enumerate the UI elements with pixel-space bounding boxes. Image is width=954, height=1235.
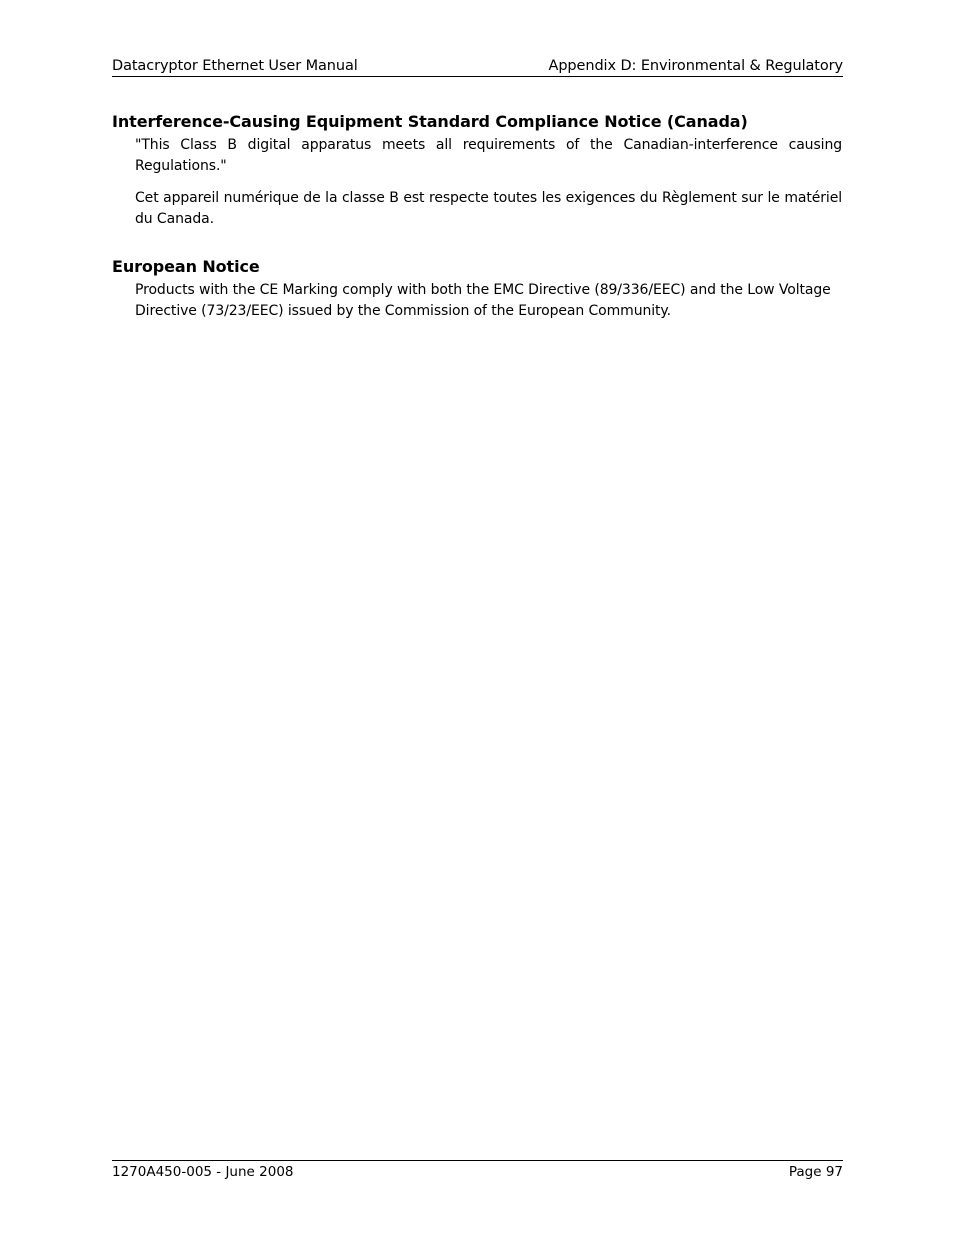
page-header bbox=[112, 56, 843, 77]
canada-notice-french: Cet appareil numérique de la classe B est respecte toutes les exigences du Règlement sur le matériel du Canada. bbox=[135, 190, 842, 227]
page-footer bbox=[112, 1160, 843, 1183]
european-notice-text: Products with the CE Marking comply with both the EMC Directive (89/336/EEC) and the Low Voltage Directive (73/23/EEC) issued by the Commission of the European Community. bbox=[135, 282, 831, 319]
canada-notice-heading: Interference-Causing Equipment Standard Compliance Notice (Canada) bbox=[112, 112, 748, 131]
page-number: Page 97 bbox=[788, 1164, 843, 1180]
canada-notice-english: "This Class B digital apparatus meets all requirements of the Canadian-interference causing Regulations." bbox=[135, 137, 842, 174]
section-title: Appendix D: Environmental & Regulatory bbox=[548, 58, 843, 74]
manual-title: Datacryptor Ethernet User Manual bbox=[112, 58, 358, 74]
document-id-date: 1270A450-005 - June 2008 bbox=[112, 1164, 294, 1180]
european-notice-heading: European Notice bbox=[112, 257, 260, 276]
